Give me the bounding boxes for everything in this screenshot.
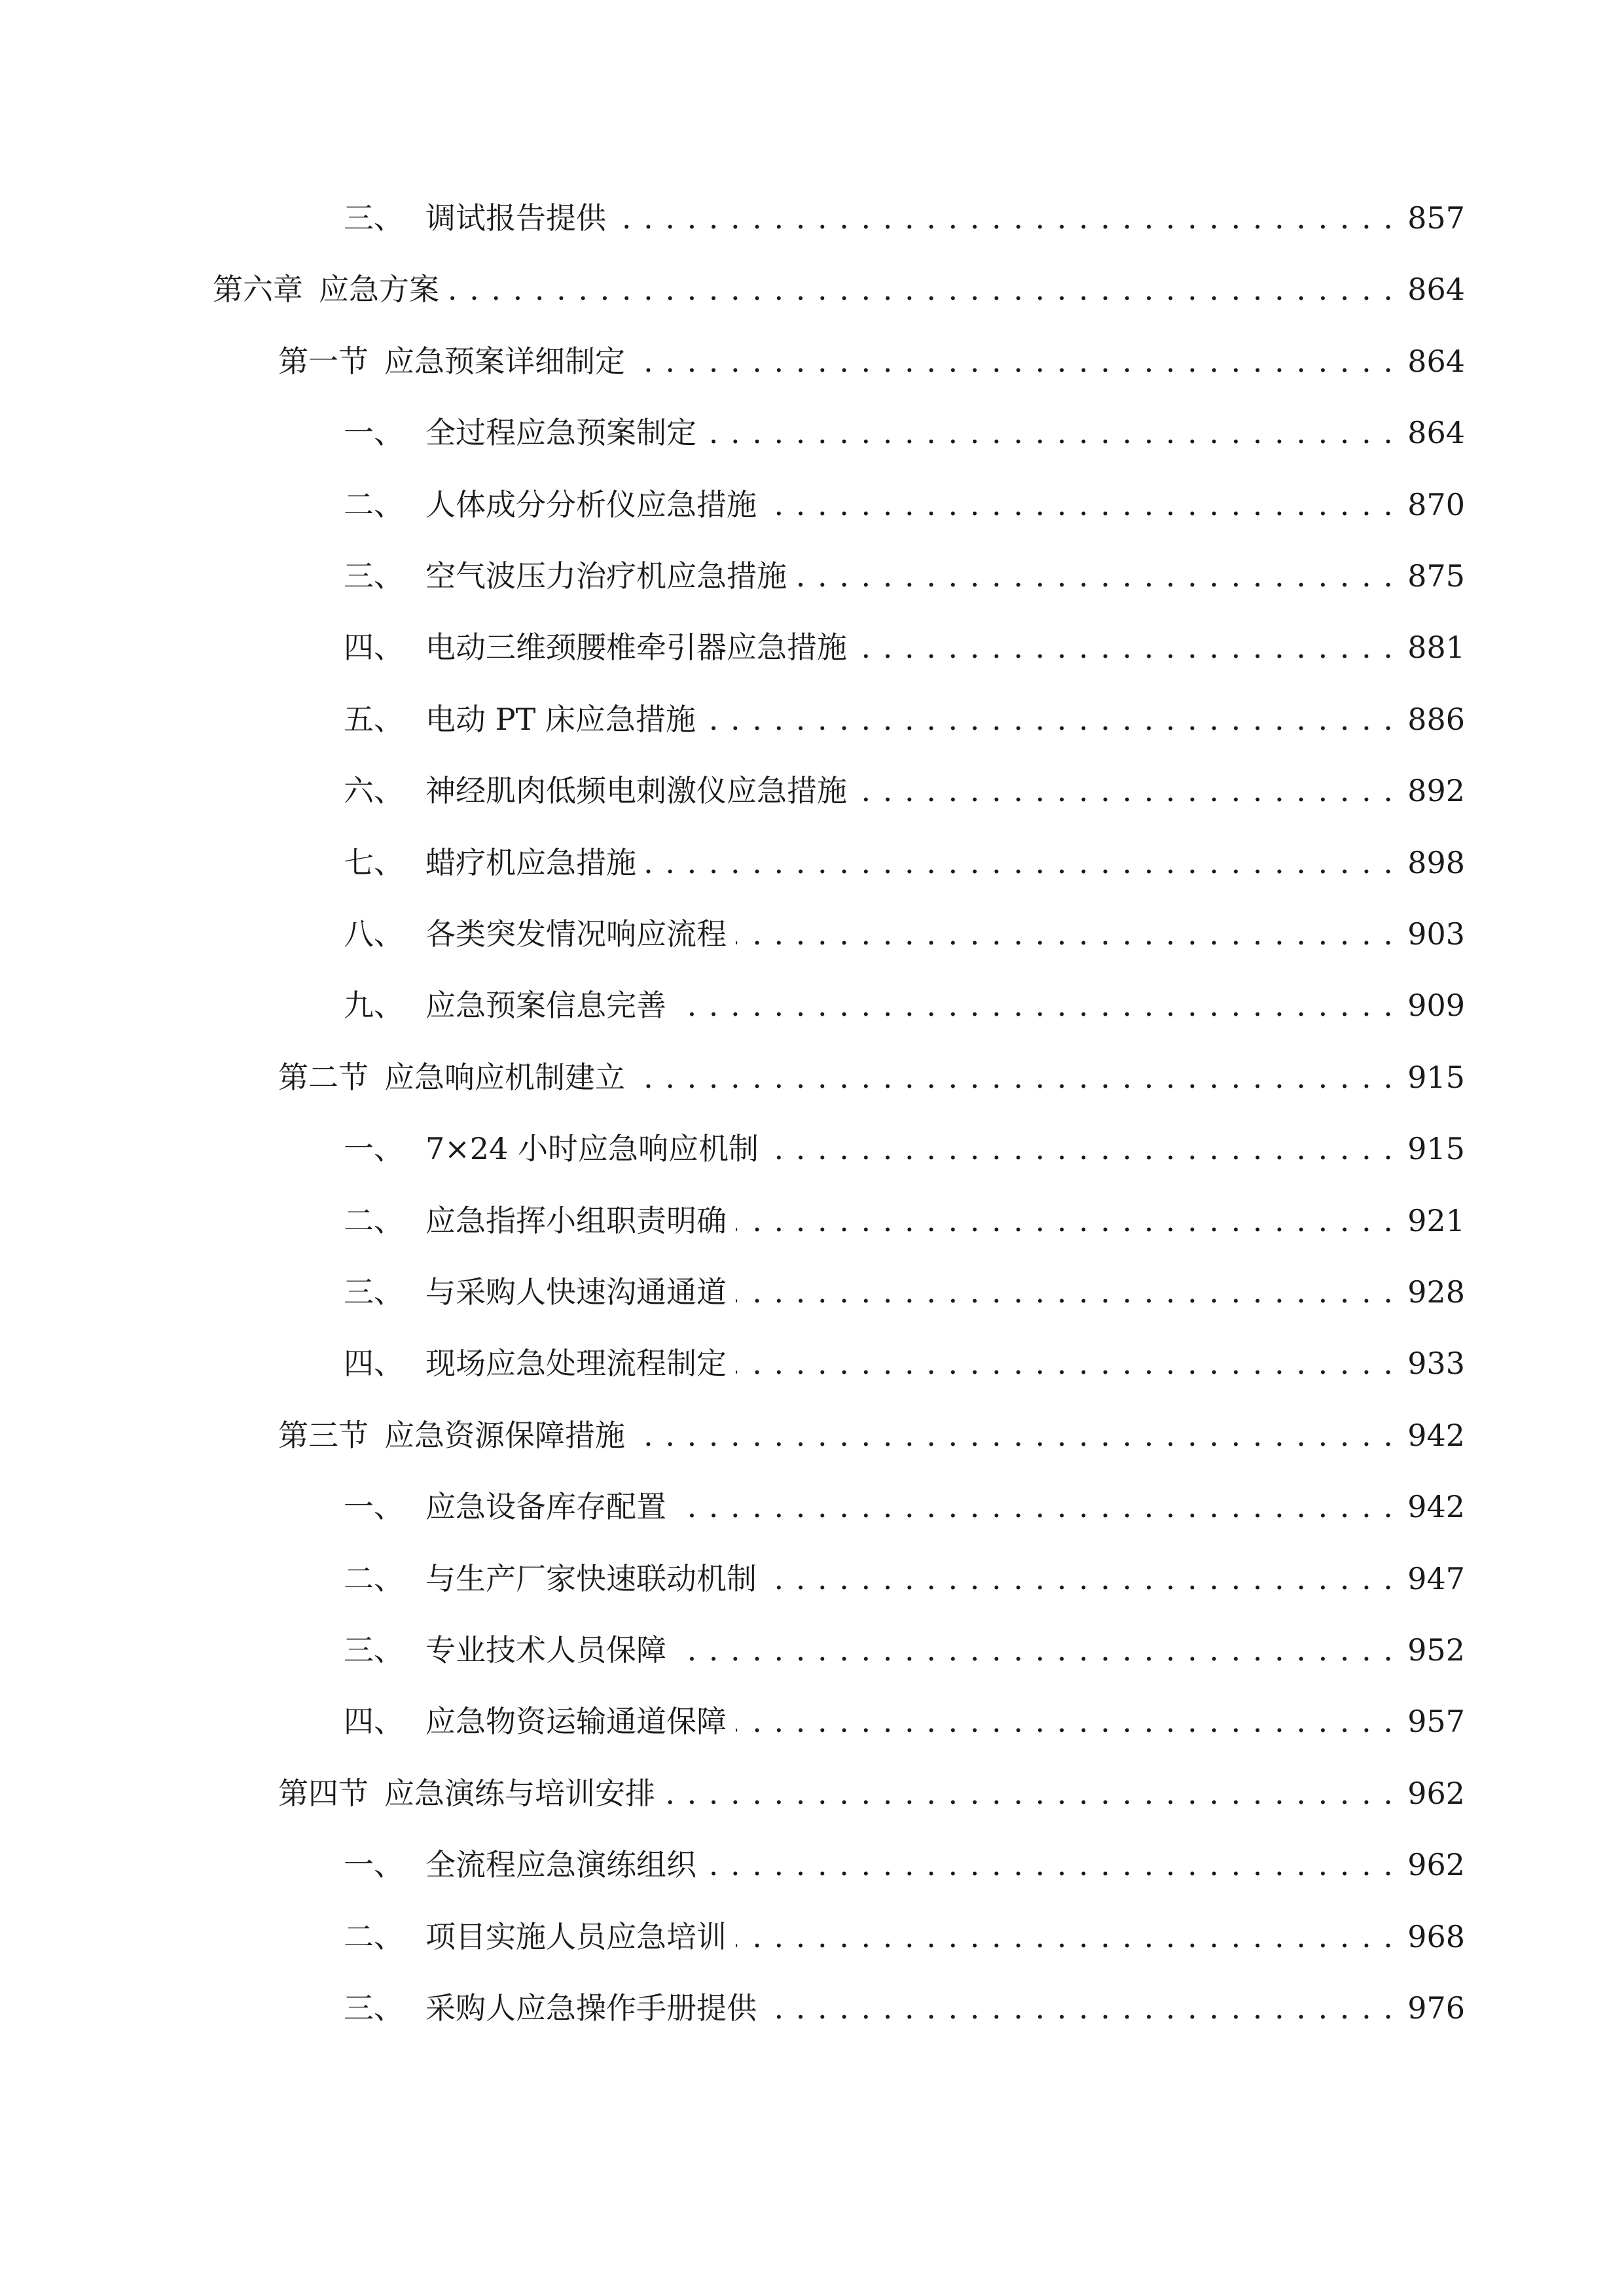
toc-entry-title: 电动三维颈腰椎牵引器应急措施 (425, 630, 847, 665)
toc-entry-title: 专业技术人员保障 (425, 1632, 666, 1668)
toc-entry-title: 采购人应急操作手册提供 (425, 1990, 757, 2026)
toc-entry-number: 三、 (344, 200, 404, 236)
toc-entry-number: 一、 (344, 1131, 404, 1166)
toc-entry[interactable] (344, 621, 1465, 673)
toc-entry-title: 现场应急处理流程制定 (425, 1346, 727, 1381)
toc-entry[interactable] (344, 764, 1465, 817)
dot-leader (448, 263, 1394, 315)
toc-entry[interactable] (278, 1767, 1465, 1820)
toc-entry-title: 应急演练与培训安排 (384, 1776, 655, 1811)
toc-entry[interactable] (344, 406, 1465, 459)
toc-entry-number: 四、 (344, 1704, 404, 1739)
toc-entry[interactable] (344, 979, 1465, 1031)
toc-entry-page: 886 (1407, 702, 1465, 737)
toc-entry[interactable] (344, 1122, 1465, 1175)
dot-leader (796, 550, 1394, 602)
toc-entry-title: 蜡疗机应急措施 (425, 845, 636, 880)
toc-entry-page: 898 (1407, 845, 1465, 880)
toc-entry-page: 942 (1407, 1489, 1465, 1524)
toc-entry-number: 二、 (344, 1561, 404, 1596)
toc-entry-number: 二、 (344, 487, 404, 522)
toc-entry-title: 与采购人快速沟通通道 (425, 1274, 727, 1310)
toc-entry[interactable] (344, 1194, 1465, 1247)
toc-entry-number: 三、 (344, 558, 404, 594)
toc-entry-title: 人体成分分析仪应急措施 (425, 487, 757, 522)
toc-entry[interactable] (344, 1337, 1465, 1390)
toc-entry-number: 三、 (344, 1274, 404, 1310)
toc-entry-number: 一、 (344, 415, 404, 450)
toc-entry-title: 全流程应急演练组织 (425, 1847, 696, 1882)
toc-entry-number: 第二节 (278, 1060, 369, 1095)
toc-entry-page: 921 (1407, 1203, 1465, 1238)
toc-entry[interactable] (344, 478, 1465, 531)
toc-entry[interactable] (344, 550, 1465, 602)
toc-entry-page: 962 (1407, 1776, 1465, 1811)
dot-leader (705, 693, 1394, 745)
dot-leader (768, 1122, 1394, 1175)
toc-entry-number: 七、 (344, 845, 404, 880)
dot-leader (634, 1409, 1394, 1462)
toc-entry-title: 7×24 小时应急响应机制 (425, 1131, 759, 1166)
toc-entry[interactable] (344, 1982, 1465, 2034)
toc-entry[interactable] (344, 1480, 1465, 1533)
toc-entry[interactable] (344, 1552, 1465, 1605)
dot-leader (856, 764, 1394, 817)
toc-entry-number: 一、 (344, 1489, 404, 1524)
toc-entry-page: 864 (1407, 272, 1465, 307)
dot-leader (736, 1266, 1394, 1318)
toc-entry-page: 870 (1407, 487, 1465, 522)
toc-entry-page: 881 (1407, 630, 1465, 665)
toc-entry[interactable] (344, 192, 1465, 244)
toc-entry-number: 五、 (344, 702, 404, 737)
toc-entry-title: 全过程应急预案制定 (425, 415, 696, 450)
toc-entry-number: 四、 (344, 630, 404, 665)
toc-entry[interactable] (278, 1409, 1465, 1462)
toc-entry-page: 947 (1407, 1561, 1465, 1596)
toc-entry-page: 909 (1407, 988, 1465, 1023)
toc-entry-number: 九、 (344, 988, 404, 1023)
toc-entry-title: 与生产厂家快速联动机制 (425, 1561, 757, 1596)
toc-entry-title: 应急资源保障措施 (384, 1418, 625, 1453)
toc-entry-number: 三、 (344, 1990, 404, 2026)
dot-leader (706, 1839, 1394, 1891)
dot-leader (645, 836, 1394, 889)
dot-leader (706, 406, 1394, 459)
toc-entry-page: 933 (1407, 1346, 1465, 1381)
dot-leader (736, 1695, 1394, 1748)
dot-leader (736, 1337, 1394, 1390)
toc-entry-page: 976 (1407, 1990, 1465, 2026)
toc-entry-page: 857 (1407, 200, 1465, 236)
toc-entry-title: 调试报告提供 (425, 200, 606, 236)
toc-entry-page: 962 (1407, 1847, 1465, 1882)
toc-entry[interactable] (344, 1839, 1465, 1891)
toc-entry-page: 892 (1407, 773, 1465, 808)
toc-entry-page: 875 (1407, 558, 1465, 594)
toc-entry-title: 项目实施人员应急培训 (425, 1919, 727, 1954)
toc-entry-title: 应急设备库存配置 (425, 1489, 666, 1524)
dot-leader (615, 192, 1394, 244)
toc-entry-title: 各类突发情况响应流程 (425, 916, 727, 952)
toc-entry-page: 915 (1407, 1131, 1465, 1166)
toc-entry-title: 应急预案信息完善 (425, 988, 666, 1023)
toc-entry-page: 864 (1407, 344, 1465, 379)
toc-entry-number: 三、 (344, 1632, 404, 1668)
toc-entry-title: 应急预案详细制定 (384, 344, 625, 379)
dot-leader (634, 1051, 1394, 1103)
toc-entry-number: 一、 (344, 1847, 404, 1882)
toc-entry-number: 二、 (344, 1919, 404, 1954)
toc-entry-number: 八、 (344, 916, 404, 952)
dot-leader (766, 1982, 1394, 2034)
dot-leader (766, 478, 1394, 531)
dot-leader (736, 908, 1394, 960)
toc-entry-title: 神经肌肉低频电刺激仪应急措施 (425, 773, 847, 808)
toc-entry-title: 空气波压力治疗机应急措施 (425, 558, 787, 594)
toc-entry-number: 第三节 (278, 1418, 369, 1453)
toc-entry-page: 903 (1407, 916, 1465, 952)
toc-entry-title: 应急响应机制建立 (384, 1060, 625, 1095)
toc-entry-number: 四、 (344, 1346, 404, 1381)
toc-entry-title: 应急指挥小组职责明确 (425, 1203, 727, 1238)
dot-leader (856, 621, 1394, 673)
toc-entry[interactable] (344, 1266, 1465, 1318)
toc-entry-number: 第四节 (278, 1776, 369, 1811)
toc-entry-page: 952 (1407, 1632, 1465, 1668)
toc-entry-title: 应急物资运输通道保障 (425, 1704, 727, 1739)
toc-entry[interactable] (344, 1624, 1465, 1676)
dot-leader (676, 1480, 1394, 1533)
toc-entry[interactable] (344, 1695, 1465, 1748)
toc-entry-page: 928 (1407, 1274, 1465, 1310)
dot-leader (676, 1624, 1394, 1676)
dot-leader (736, 1194, 1394, 1247)
toc-entry-title: 应急方案 (319, 272, 439, 307)
toc-entry-number: 第六章 (213, 272, 303, 307)
toc-entry[interactable] (344, 908, 1465, 960)
toc-entry-number: 二、 (344, 1203, 404, 1238)
dot-leader (634, 335, 1394, 387)
toc-entry-page: 915 (1407, 1060, 1465, 1095)
toc-entry[interactable] (344, 693, 1465, 745)
toc-entry[interactable] (344, 836, 1465, 889)
toc-entry[interactable] (344, 1910, 1465, 1963)
toc-entry[interactable] (278, 335, 1465, 387)
dot-leader (676, 979, 1394, 1031)
dot-leader (736, 1910, 1394, 1963)
toc-entry-number: 六、 (344, 773, 404, 808)
toc-entry[interactable] (278, 1051, 1465, 1103)
dot-leader (664, 1767, 1394, 1820)
toc-entry-title: 电动 PT 床应急措施 (425, 702, 696, 737)
toc-entry-page: 942 (1407, 1418, 1465, 1453)
toc-entry-page: 968 (1407, 1919, 1465, 1954)
toc-entry-page: 864 (1407, 415, 1465, 450)
dot-leader (766, 1552, 1394, 1605)
toc-entry[interactable] (213, 263, 1465, 315)
toc-entry-number: 第一节 (278, 344, 369, 379)
toc-entry-page: 957 (1407, 1704, 1465, 1739)
